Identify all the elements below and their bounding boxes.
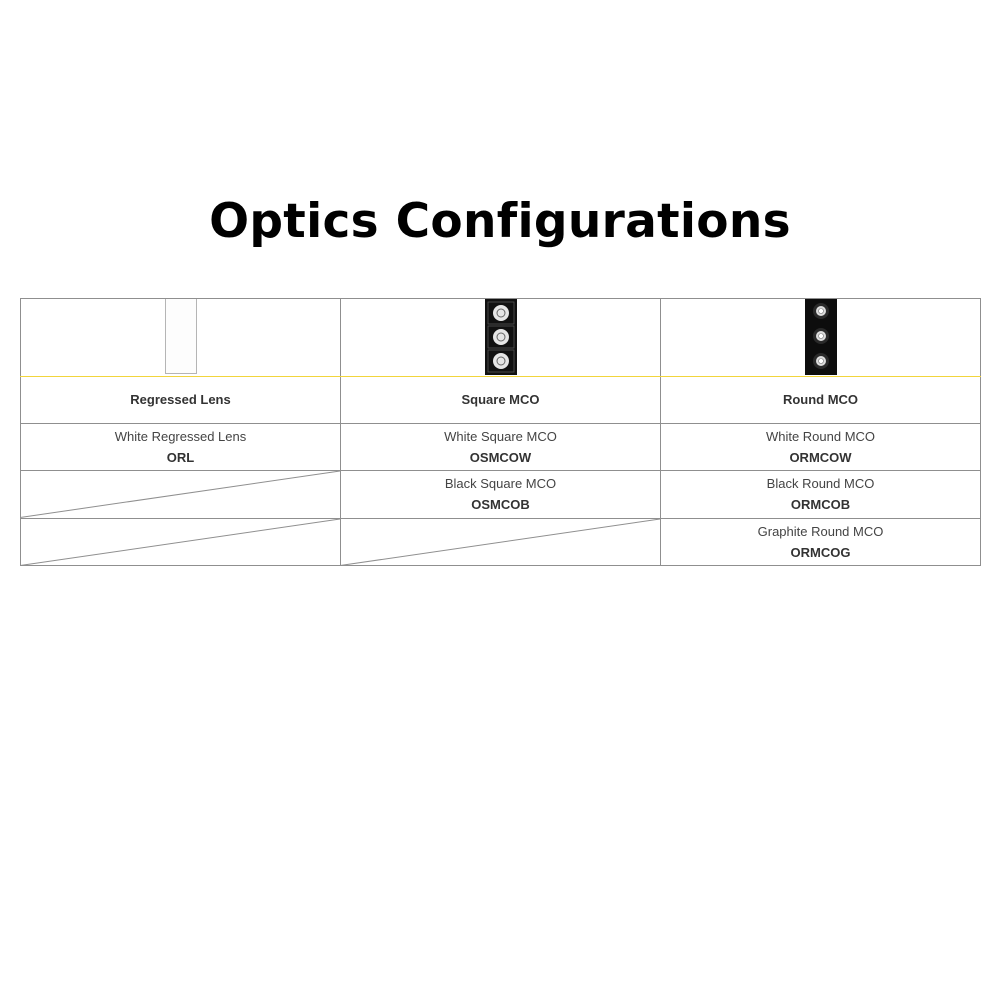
option-code: ORMCOG xyxy=(790,544,851,560)
empty-cell xyxy=(341,518,661,565)
round-mco-thumbnail xyxy=(805,299,837,375)
square-mco-thumbnail xyxy=(485,299,517,375)
option-name: White Regressed Lens xyxy=(114,429,247,445)
column-header-row xyxy=(21,376,981,423)
option-cell xyxy=(661,518,981,565)
option-code: OSMCOB xyxy=(471,497,530,513)
page-title: Optics Configurations xyxy=(209,194,791,249)
thumbnail-cell-regressed-lens xyxy=(21,299,341,377)
option-name: Black Square MCO xyxy=(444,476,557,492)
option-cell xyxy=(341,423,661,470)
option-code: ORMCOW xyxy=(789,450,852,466)
option-cell xyxy=(661,471,981,518)
option-name: White Square MCO xyxy=(444,429,557,445)
empty-cell-slash xyxy=(21,519,340,565)
option-name: White Round MCO xyxy=(765,429,876,445)
table-row xyxy=(21,518,981,565)
thumbnail-cell-square-mco xyxy=(341,299,661,377)
column-header-square-mco: Square MCO xyxy=(341,376,661,423)
column-header-round-mco: Round MCO xyxy=(661,376,981,423)
option-name: Graphite Round MCO xyxy=(757,523,884,539)
table-row xyxy=(21,423,981,470)
empty-cell xyxy=(21,471,341,518)
optics-config-table xyxy=(20,298,981,566)
option-name: Black Round MCO xyxy=(766,476,875,492)
empty-cell xyxy=(21,518,341,565)
thumbnail-cell-round-mco xyxy=(661,299,981,377)
empty-cell-slash xyxy=(341,519,660,565)
option-code: ORMCOB xyxy=(790,497,851,513)
thumbnail-row xyxy=(21,299,981,377)
table-row xyxy=(21,471,981,518)
option-cell xyxy=(661,423,981,470)
column-header-regressed-lens: Regressed Lens xyxy=(21,376,341,423)
option-cell xyxy=(341,471,661,518)
option-cell xyxy=(21,423,341,470)
empty-cell-slash xyxy=(21,471,340,517)
option-code: OSMCOW xyxy=(469,450,532,466)
regressed-lens-thumbnail xyxy=(165,299,197,374)
option-code: ORL xyxy=(166,450,195,466)
